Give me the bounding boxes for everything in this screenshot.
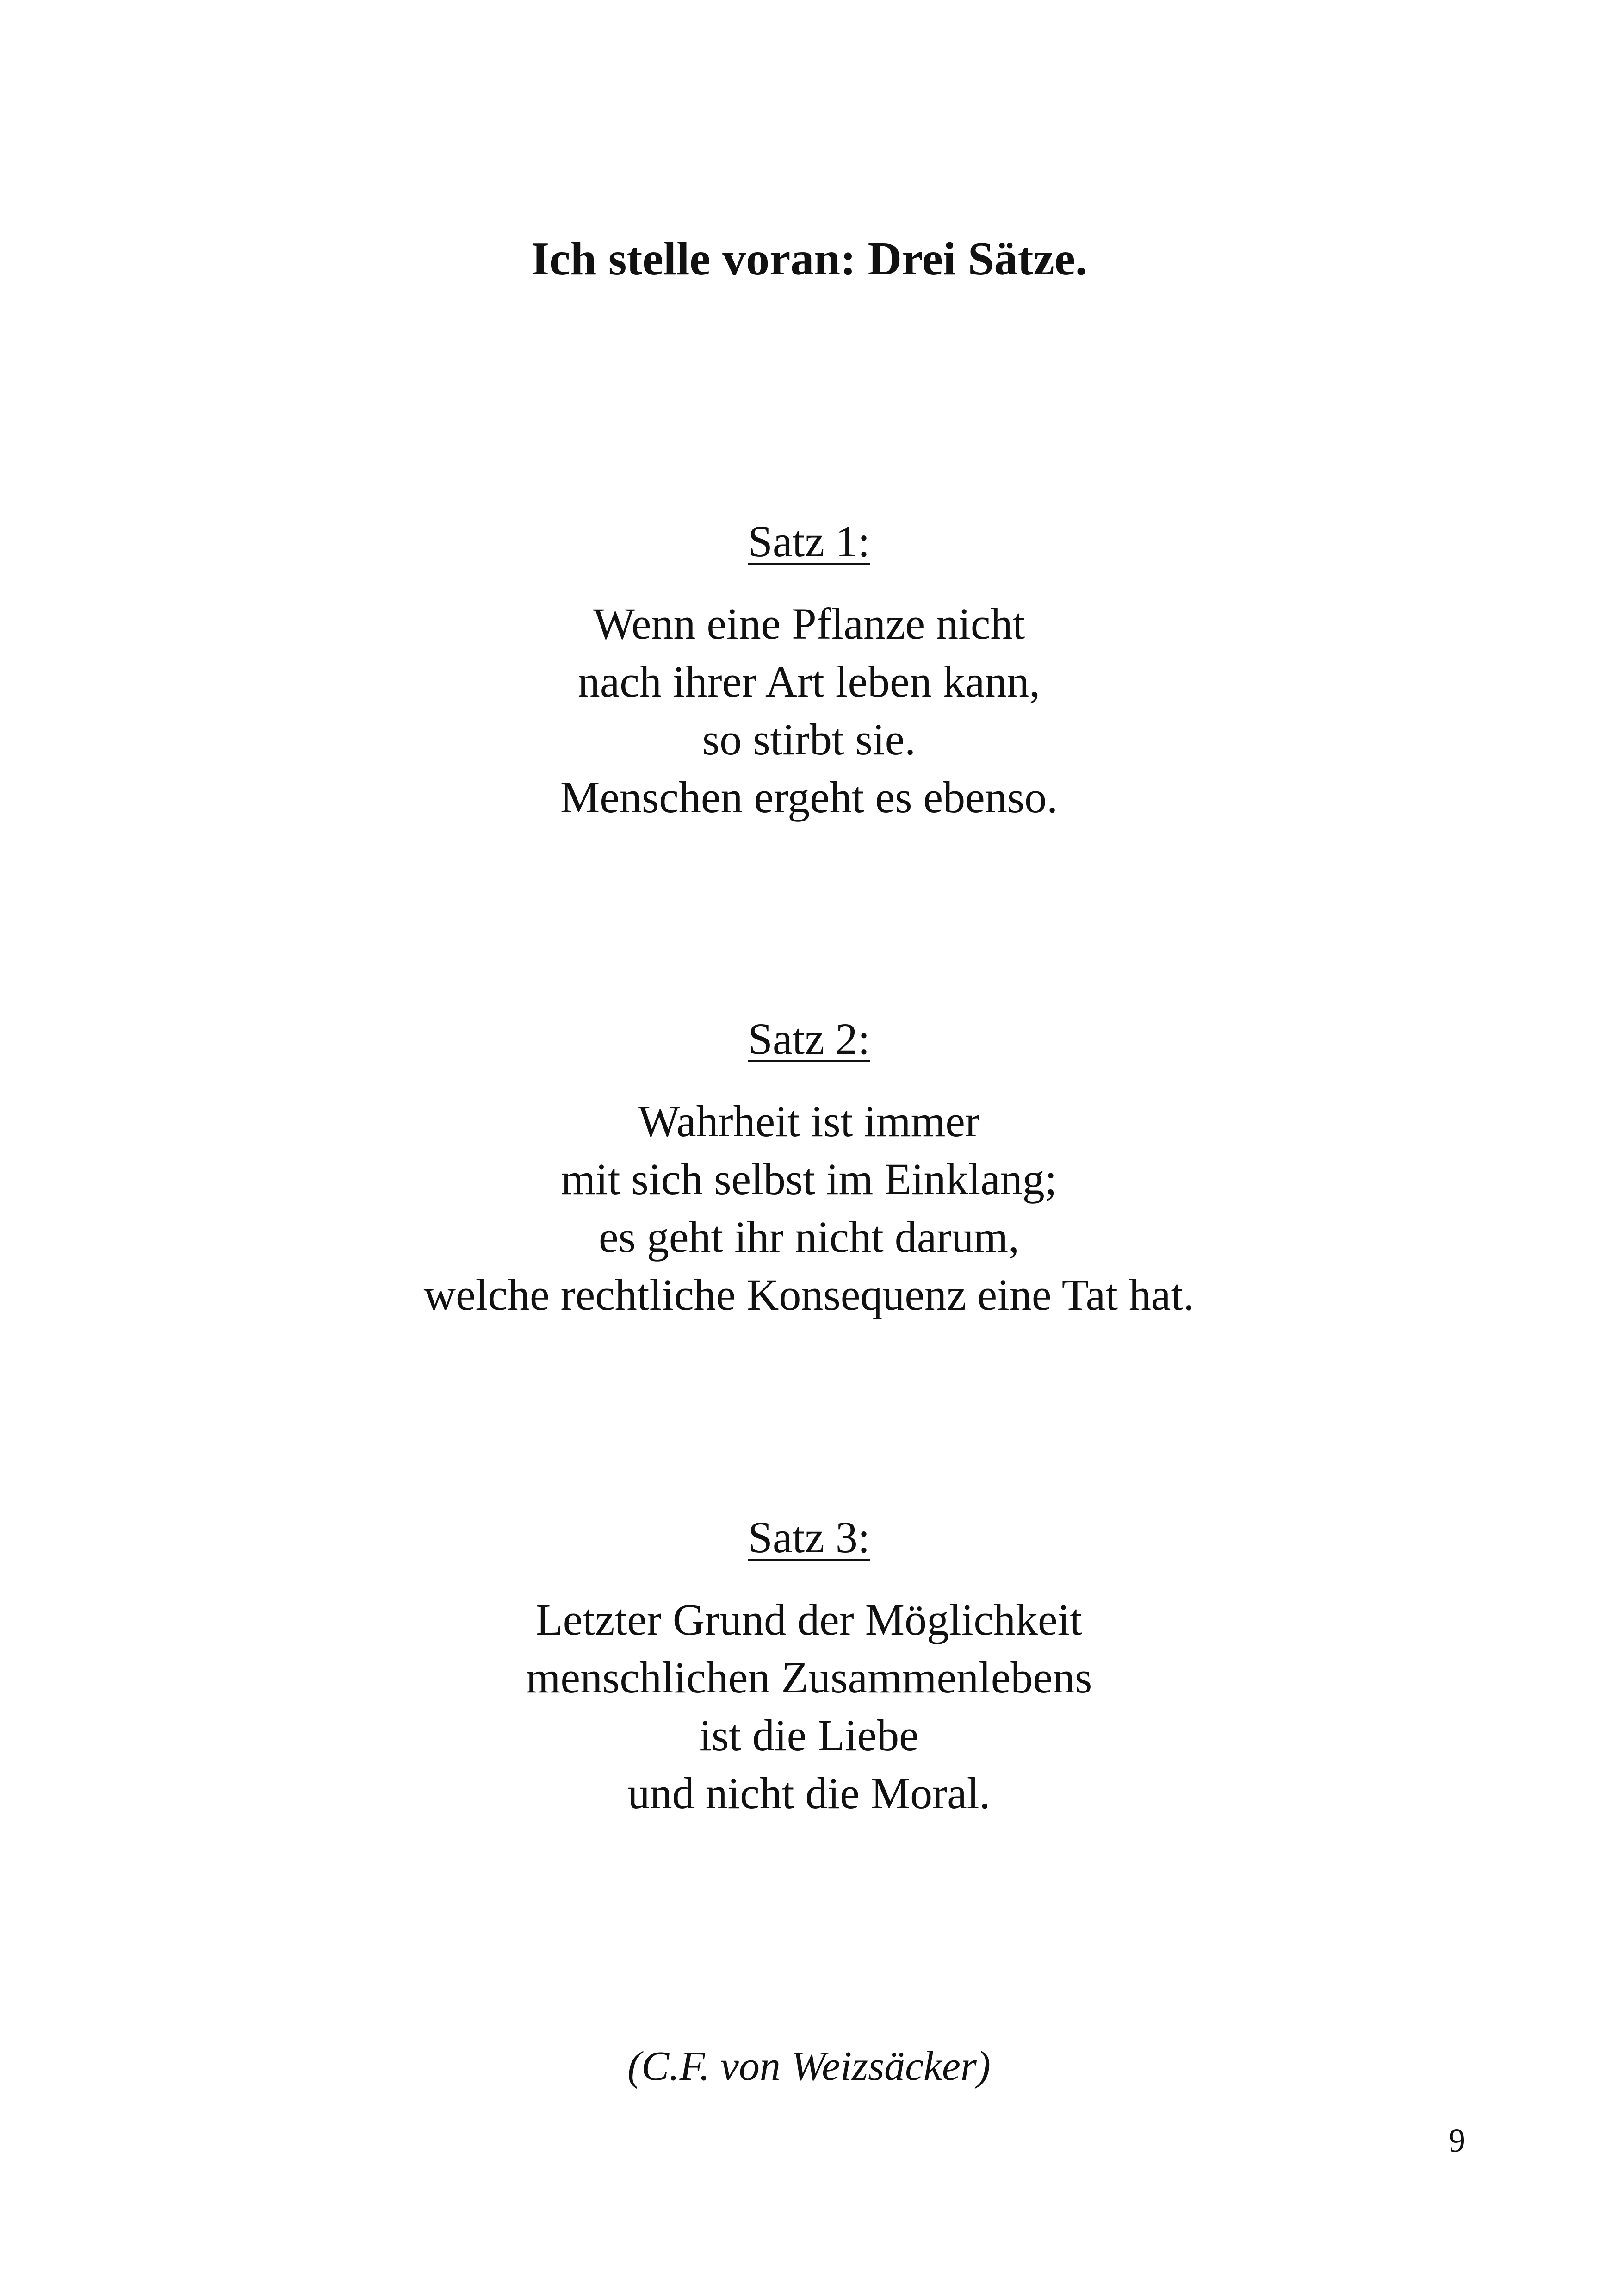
- satz-line: nach ihrer Art leben kann,: [577, 657, 1041, 706]
- satz-heading: Satz 1:: [748, 516, 870, 566]
- satz-line: mit sich selbst im Einklang;: [561, 1154, 1057, 1204]
- satz-line: so stirbt sie.: [702, 715, 916, 764]
- satz-line: Menschen ergeht es ebenso.: [560, 772, 1058, 822]
- satz-block-3: [0, 1510, 1618, 1822]
- satz-line: ist die Liebe: [699, 1711, 919, 1760]
- satz-block-2: [0, 1011, 1618, 1324]
- satz-line: Wenn eine Pflanze nicht: [593, 599, 1025, 648]
- page-title: Ich stelle voran: Drei Sätze.: [531, 233, 1087, 285]
- satz-line: welche rechtliche Konsequenz eine Tat hat.: [423, 1270, 1195, 1319]
- satz-line: Wahrheit ist immer: [638, 1096, 980, 1146]
- satz-line: und nicht die Moral.: [627, 1768, 991, 1818]
- satz-line: menschlichen Zusammenlebens: [526, 1653, 1092, 1702]
- satz-line: Letzter Grund der Möglichkeit: [536, 1595, 1082, 1644]
- attribution: (C.F. von Weizsäcker): [627, 2043, 991, 2089]
- page-number: 9: [1449, 2122, 1465, 2159]
- satz-heading: Satz 2:: [748, 1014, 870, 1064]
- satz-block-1: [0, 514, 1618, 826]
- satz-heading: Satz 3:: [748, 1512, 870, 1562]
- satz-line: es geht ihr nicht darum,: [598, 1212, 1020, 1262]
